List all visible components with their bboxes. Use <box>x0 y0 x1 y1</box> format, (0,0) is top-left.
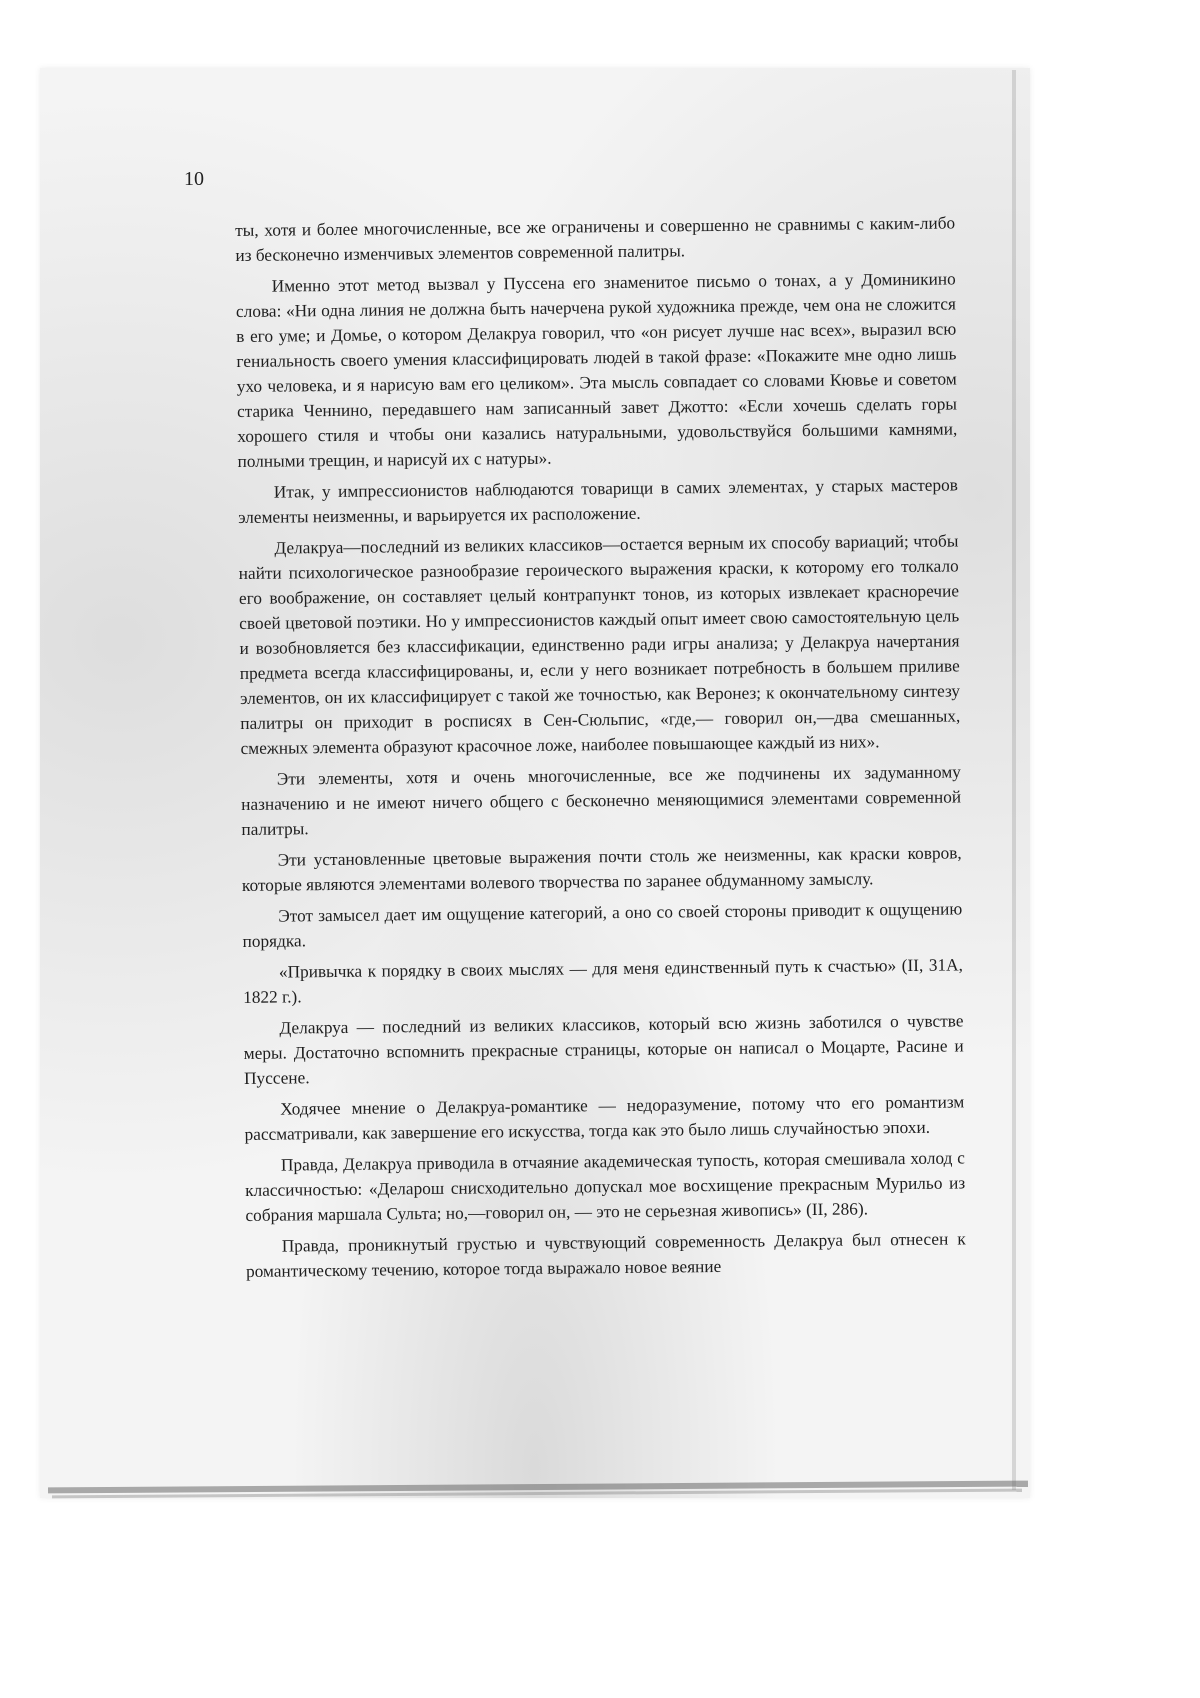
paragraph: Эти элементы, хотя и очень многочисленные, все же подчинены их задуманному назначению и не имеют ничего общего с бесконечно меняющимися элементами современной палитры. <box>241 762 962 839</box>
paragraph: «Привычка к порядку в своих мыслях — для меня единственный путь к счастью» (II, 31А, 1822 г.). <box>243 955 963 1007</box>
page-edge-right <box>1012 70 1016 1490</box>
paragraph: Делакруа — последний из великих классиков, который всю жизнь заботился о чувстве меры. Достаточно вспомнить прекрасные страницы, которые он написал о Моцарте, Расине и Пуссене. <box>243 1011 964 1088</box>
body-text <box>235 210 966 1289</box>
paragraph: Этот замысел дает им ощущение категорий, а оно со своей стороны приводит к ощущению порядка. <box>242 899 963 951</box>
page-number: 10 <box>184 168 204 190</box>
paragraph: Делакруа—последний из великих классиков—остается верным их способу вариаций; чтобы найти психологическое разнообразие героического выражения краски, к которому его толкало его воображение, он составляет целый контрапункт тонов, из которых извлекает красноречие своей цветовой поэтики. Но у импрессионистов каждый опыт имеет свою самостоятельную цель и возобновляется без классификации, единственно ради игры анализа; у Делакруа начертания предмета всегда классифицированы, и, если у него возникает потребность в большем приливе элементов, он их классифицирует с такой же точностью, как Веронез; к окончательному синтезу палитры он приходит в росписях в Сен-Сюльпис, «где,— говорил он,—два смешанных, смежных элемента образуют красочное ложе, наиболее повышающее каждый из них». <box>238 531 961 758</box>
paragraph: Правда, проникнутый грустью и чувствующий современность Делакруа был отнесен к романтическому течению, которое тогда выражало новое веяние <box>245 1229 966 1281</box>
paragraph: Итак, у импрессионистов наблюдаются товарищи в самих элементах, у старых мастеров элементы неизменны, и варьируется их расположение. <box>238 475 958 527</box>
paragraph: ты, хотя и более многочисленные, все же ограничены и совершенно не сравнимы с каким-либо из бесконечно изменчивых элементов современной палитры. <box>235 213 956 265</box>
paragraph: Ходячее мнение о Делакруа-романтике — недоразумение, потому что его романтизм рассматривали, как завершение его искусства, тогда как это было лишь случайностью эпохи. <box>244 1092 965 1144</box>
paragraph: Эти установленные цветовые выражения почти столь же неизменны, как краски ковров, которые являются элементами волевого творчества по заранее обдуманному замыслу. <box>241 843 962 895</box>
paragraph: Правда, Делакруа приводила в отчаяние академическая тупость, которая смешивала холод с классичностью: «Деларош снисходительно допускал мое восхищение прекрасным Мурильо из собрания маршала Сульта; но,—говорил он, — это не серьезная живопись» (II, 286). <box>245 1148 966 1225</box>
paragraph: Именно этот метод вызвал у Пуссена его знаменитое письмо о тонах, а у Доминикино слова: «Ни одна линия не должна быть начерчена рукой художника прежде, чем она не сложится в его уме; и Домье, о котором Делакруа говорил, что «он рисует лучше нас всех», выразил всю гениальность своего умения классифицировать людей в такой фразе: «Покажите мне одно лишь ухо человека, и я нарисую вам его целиком». Эта мысль совпадает со словами Кювье и советом старика Ченнино, передавшего нам записанный завет Джотто: «Если хочешь сделать горы хорошего стиля и чтобы они казались натуральными, удовольствуйся большими камнями, полными трещин, и нарисуй их с натуры». <box>235 269 958 471</box>
